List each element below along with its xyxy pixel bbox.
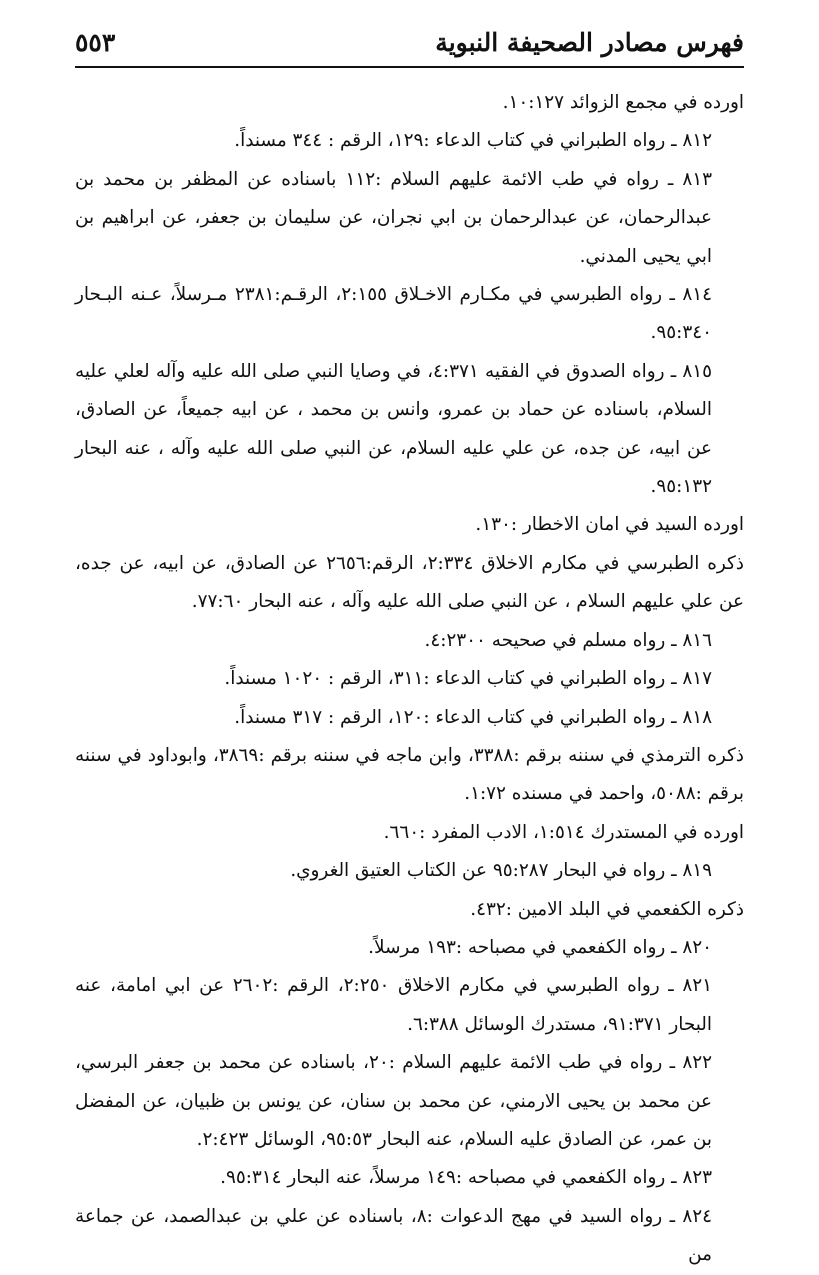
page-header [75,28,744,68]
paragraph-3: ٨١٤ ـ رواه الطبرسي في مكـارم الاخـلاق ٢:١٥٥، الرقـم:٢٣٨١ مـرسلاً، عـنه البـحار ٩٥:٣٤٠. [75,284,712,344]
paragraph-2: ٨١٣ ـ رواه في طب الائمة عليهم السلام :١١٢ باسناده عن المظفر بن محمد بن عبدالرحمان، عن عبدالرحمان بن ابي نجران، عن سليمان بن جعفر، عن ابراهيم بن ابي يحيى المدني. [75,168,712,267]
document-body [75,84,744,1275]
paragraph-11: اورده في المستدرك ١:٥١٤، الادب المفرد :٦٦٠. [383,821,744,843]
paragraph-10: ذكره الترمذي في سننه برقم :٣٣٨٨، وابن ماجه في سننه برقم :٣٨٦٩، وابوداود في سننه برقم :٥٠٨٨، واحمد في مسنده ١:٧٢. [75,744,744,805]
paragraph-9: ٨١٨ ـ رواه الطبراني في كتاب الدعاء :١٢٠، الرقم : ٣١٧ مسنداً. [234,706,712,728]
paragraph-8: ٨١٧ ـ رواه الطبراني في كتاب الدعاء :٣١١، الرقم : ١٠٢٠ مسنداً. [224,668,712,690]
paragraph-5: اورده السيد في امان الاخطار :١٣٠. [475,514,744,536]
page-number: ٥٥٣ [75,28,116,57]
paragraph-7: ٨١٦ ـ رواه مسلم في صحيحه ٤:٢٣٠٠. [424,629,712,651]
paragraph-12: ٨١٩ ـ رواه في البحار ٩٥:٢٨٧ عن الكتاب العتيق الغروي. [290,860,712,882]
paragraph-14: ٨٢٠ ـ رواه الكفعمي في مصباحه :١٩٣ مرسلاً. [368,936,712,958]
paragraph-16: ٨٢٢ ـ رواه في طب الائمة عليهم السلام :٢٠، باسناده عن محمد بن جعفر البرسي، عن محمد بن يحيى الارمني، عن محمد بن سنان، عن يونس بن ظبيان، عن المفضل بن عمر، عن الصادق عليه السلام، عنه البحار ٩٥:٥٣، الوسائل ٢:٤٢٣. [75,1052,712,1150]
paragraph-6: ذكره الطبرسي في مكارم الاخلاق ٢:٣٣٤، الرقم:٢٦٥٦ عن الصادق، عن ابيه، عن جده، عن علي عليهم السلام ، عن النبي صلى الله عليه وآله ، عنه البحار ٧٧:٦٠. [75,552,744,613]
paragraph-18: ٨٢٤ ـ رواه السيد في مهج الدعوات :٨، باسناده عن علي بن عبدالصمد، عن جماعة من [75,1205,712,1266]
paragraph-15: ٨٢١ ـ رواه الطبرسي في مكارم الاخلاق ٢:٢٥٠، الرقم :٢٦٠٢ عن ابي امامة، عنه البحار ٩١:٣٧١، مستدرك الوسائل ٦:٣٨٨. [75,975,712,1035]
running-title: فهرس مصادر الصحيفة النبوية [435,28,744,57]
paragraph-4: ٨١٥ ـ رواه الصدوق في الفقيه ٤:٣٧١، في وصايا النبي صلى الله عليه وآله لعلي عليه السلام، باسناده عن حماد بن عمرو، وانس بن محمد ، عن ابيه جميعاً، عن الصادق، عن ابيه، عن جده، عن علي عليه السلام، عن النبي صلى الله عليه وآله ، عنه البحار ٩٥:١٣٢. [75,360,712,498]
paragraph-17: ٨٢٣ ـ رواه الكفعمي في مصباحه :١٤٩ مرسلاً، عنه البحار ٩٥:٣١٤. [220,1167,712,1189]
paragraph-1: ٨١٢ ـ رواه الطبراني في كتاب الدعاء :١٢٩، الرقم : ٣٤٤ مسنداً. [234,130,712,152]
paragraph-13: ذكره الكفعمي في البلد الامين :٤٣٢. [470,898,744,920]
paragraph-0: اورده في مجمع الزوائد ١٠:١٢٧. [502,92,744,113]
